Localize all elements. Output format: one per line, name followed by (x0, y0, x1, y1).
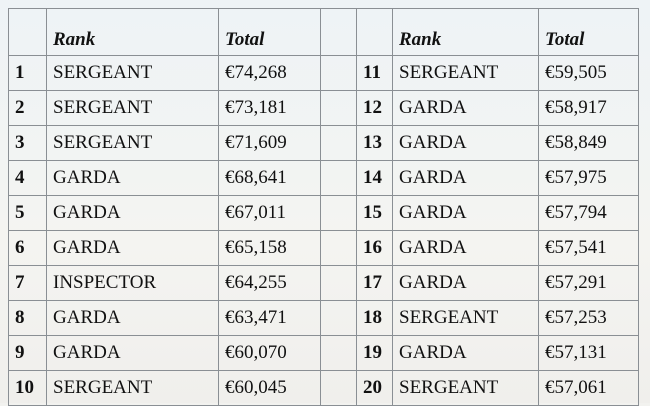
rank-cell: GARDA (393, 91, 539, 126)
row-number: 19 (357, 336, 393, 371)
table-row (9, 56, 639, 91)
total-cell: €58,917 (539, 91, 639, 126)
row-number: 17 (357, 266, 393, 301)
table-row (9, 266, 639, 301)
row-number: 13 (357, 126, 393, 161)
total-cell: €57,291 (539, 266, 639, 301)
rank-cell: SERGEANT (47, 56, 219, 91)
rank-cell: SERGEANT (47, 371, 219, 406)
header-total-right: Total (539, 9, 639, 56)
rank-cell: GARDA (47, 161, 219, 196)
total-cell: €64,255 (219, 266, 321, 301)
rank-cell: GARDA (393, 266, 539, 301)
rank-cell: GARDA (47, 336, 219, 371)
rank-cell: SERGEANT (47, 91, 219, 126)
row-number: 10 (9, 371, 47, 406)
earnings-rank-table (8, 8, 639, 406)
row-number: 9 (9, 336, 47, 371)
rank-cell: INSPECTOR (47, 266, 219, 301)
table-row (9, 196, 639, 231)
rank-cell: GARDA (393, 196, 539, 231)
total-cell: €60,045 (219, 371, 321, 406)
gap-cell (321, 161, 357, 196)
row-number: 4 (9, 161, 47, 196)
table-row (9, 336, 639, 371)
gap-cell (321, 231, 357, 266)
row-number: 3 (9, 126, 47, 161)
total-cell: €59,505 (539, 56, 639, 91)
gap-cell (321, 371, 357, 406)
header-gap (321, 9, 357, 56)
total-cell: €63,471 (219, 301, 321, 336)
row-number: 6 (9, 231, 47, 266)
rank-cell: GARDA (393, 231, 539, 266)
table-row (9, 301, 639, 336)
row-number: 15 (357, 196, 393, 231)
gap-cell (321, 196, 357, 231)
total-cell: €68,641 (219, 161, 321, 196)
table-header-row (9, 9, 639, 56)
total-cell: €58,849 (539, 126, 639, 161)
header-rank-right: Rank (393, 9, 539, 56)
total-cell: €57,794 (539, 196, 639, 231)
total-cell: €57,131 (539, 336, 639, 371)
row-number: 14 (357, 161, 393, 196)
total-cell: €74,268 (219, 56, 321, 91)
rank-cell: SERGEANT (393, 301, 539, 336)
table-row (9, 231, 639, 266)
total-cell: €57,975 (539, 161, 639, 196)
rank-cell: GARDA (393, 126, 539, 161)
rank-cell: GARDA (47, 231, 219, 266)
rank-cell: SERGEANT (393, 56, 539, 91)
gap-cell (321, 336, 357, 371)
gap-cell (321, 91, 357, 126)
header-blank-left (9, 9, 47, 56)
gap-cell (321, 266, 357, 301)
gap-cell (321, 126, 357, 161)
table-row (9, 161, 639, 196)
header-blank-right (357, 9, 393, 56)
row-number: 11 (357, 56, 393, 91)
row-number: 1 (9, 56, 47, 91)
row-number: 18 (357, 301, 393, 336)
table-row (9, 126, 639, 161)
gap-cell (321, 56, 357, 91)
gap-cell (321, 301, 357, 336)
total-cell: €60,070 (219, 336, 321, 371)
rank-cell: GARDA (393, 336, 539, 371)
total-cell: €57,541 (539, 231, 639, 266)
total-cell: €65,158 (219, 231, 321, 266)
rank-cell: GARDA (47, 196, 219, 231)
total-cell: €71,609 (219, 126, 321, 161)
row-number: 20 (357, 371, 393, 406)
rank-cell: GARDA (393, 161, 539, 196)
row-number: 12 (357, 91, 393, 126)
rank-cell: SERGEANT (393, 371, 539, 406)
total-cell: €57,253 (539, 301, 639, 336)
header-rank-left: Rank (47, 9, 219, 56)
rank-cell: SERGEANT (47, 126, 219, 161)
total-cell: €57,061 (539, 371, 639, 406)
table-row (9, 371, 639, 406)
header-total-left: Total (219, 9, 321, 56)
row-number: 8 (9, 301, 47, 336)
row-number: 7 (9, 266, 47, 301)
total-cell: €73,181 (219, 91, 321, 126)
total-cell: €67,011 (219, 196, 321, 231)
table-row (9, 91, 639, 126)
row-number: 2 (9, 91, 47, 126)
rank-cell: GARDA (47, 301, 219, 336)
row-number: 16 (357, 231, 393, 266)
row-number: 5 (9, 196, 47, 231)
